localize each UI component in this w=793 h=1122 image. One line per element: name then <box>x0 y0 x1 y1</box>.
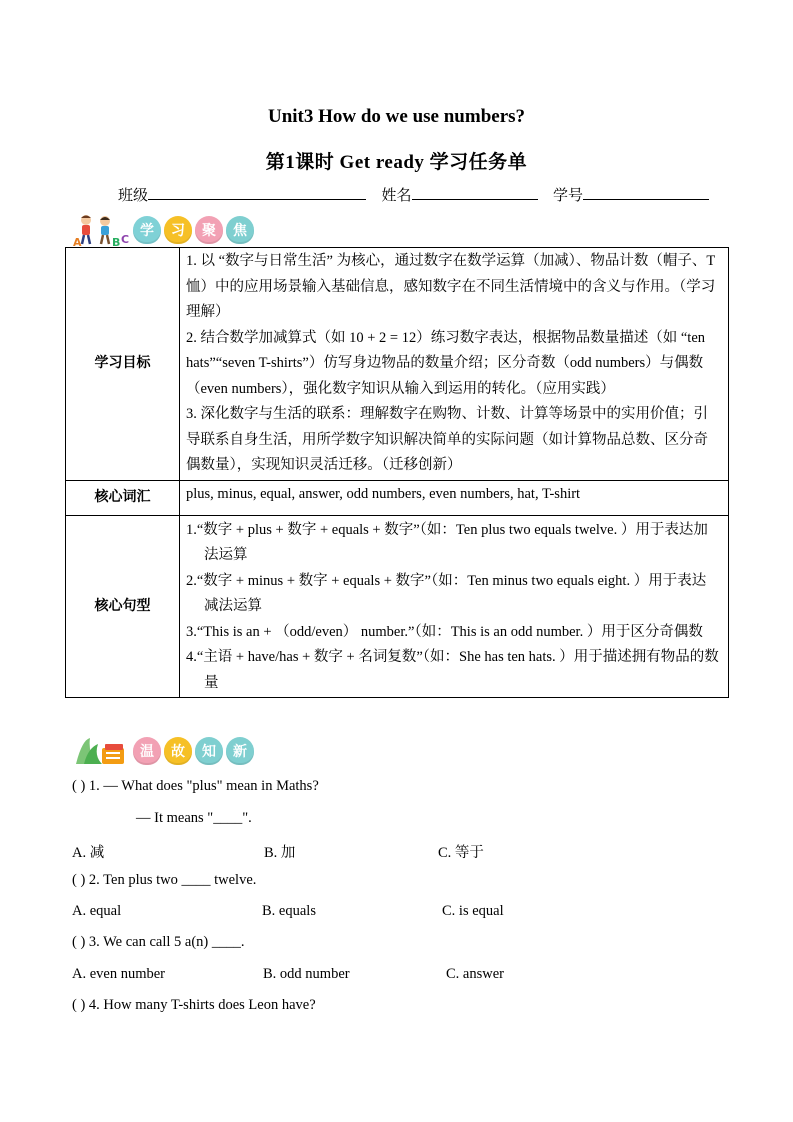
student-info-line <box>118 184 709 205</box>
option-a[interactable]: A. equal <box>72 903 122 919</box>
sentence-pattern: 3.“This is an + （odd/even） number.”（如：This is an odd number. ）用于区分奇偶数 <box>186 623 703 640</box>
heart-badge-1: 温 <box>133 737 161 765</box>
class-blank[interactable] <box>148 185 366 200</box>
option-c[interactable]: C. answer <box>446 966 504 982</box>
goals-label: 学习目标 <box>66 248 180 481</box>
question-3 <box>72 934 245 951</box>
heart-badge-4: 焦 <box>226 216 254 244</box>
answer-bracket[interactable]: ( ) <box>72 997 86 1013</box>
answer-bracket[interactable]: ( ) <box>72 778 86 794</box>
goals-row <box>66 248 729 481</box>
question-text: 4. How many T-shirts does Leon have? <box>88 997 316 1013</box>
sentences-row <box>66 515 729 698</box>
heart-badge-2: 故 <box>164 737 192 765</box>
focus-section-banner <box>72 213 254 247</box>
question-text: 2. Ten plus two ____ twelve. <box>88 872 257 888</box>
class-label: 班级 <box>118 188 149 204</box>
option-b[interactable]: B. odd number <box>263 966 350 982</box>
sentences-content <box>180 515 729 698</box>
sentence-pattern: 4.“主语 + have/has + 数字 + 名词复数”（如：She has ten hats. ）用于描述拥有物品的数量 <box>186 649 719 691</box>
question-4 <box>72 997 316 1014</box>
goal-item: 1. 以 “数字与日常生活” 为核心，通过数字在数学运算（加减）、物品计数（帽子、T 恤）中的应用场景输入基础信息，感知数字在不同生活情境中的含义与作用。（学习理解） <box>186 253 716 320</box>
sentences-label: 核心句型 <box>66 515 180 698</box>
id-blank[interactable] <box>583 185 709 200</box>
question-2 <box>72 872 256 889</box>
option-c[interactable]: C. 等于 <box>438 845 484 861</box>
books-illustration-icon <box>72 734 130 768</box>
option-a[interactable]: A. 减 <box>72 845 105 861</box>
name-label: 姓名 <box>381 188 412 204</box>
name-blank[interactable] <box>412 185 538 200</box>
vocab-label: 核心词汇 <box>66 480 180 515</box>
sentence-pattern: 1.“数字 + plus + 数字 + equals + 数字”（如：Ten plus two equals twelve. ）用于表达加法运算 <box>186 521 708 563</box>
svg-text:A: A <box>73 236 82 247</box>
heart-badge-1: 学 <box>133 216 161 244</box>
option-b[interactable]: B. 加 <box>264 845 296 861</box>
vocab-content: plus, minus, equal, answer, odd numbers, even numbers, hat, T-shirt <box>180 480 729 515</box>
question-1-line2: — It means "____". <box>136 810 252 826</box>
option-c[interactable]: C. is equal <box>442 903 504 919</box>
option-a[interactable]: A. even number <box>72 966 166 982</box>
goal-item: 2. 结合数学加减算式（如 10 + 2 = 12）练习数字表达，根据物品数量描述（如 “ten hats”“seven T-shirts”）仿写身边物品的数量介绍；区分奇数（odd numbers）与偶数（even numbers），强化数字知识从输入到运用的转化。（应用实践） <box>186 329 706 397</box>
page-subtitle: 第1课时 Get ready 学习任务单 <box>265 152 528 173</box>
vocab-row <box>66 480 729 515</box>
goal-item: 3. 深化数字与生活的联系：理解数字在购物、计数、计算等场景中的实用价值；引导联系自身生活，用所学数字知识解决简单的实际问题（如计算物品总数、区分奇偶数量），实现知识灵活迁移。（迁移创新） <box>186 406 708 473</box>
heart-badge-4: 新 <box>226 737 254 765</box>
id-label: 学号 <box>553 188 584 204</box>
heart-badge-3: 聚 <box>195 216 223 244</box>
heart-badge-3: 知 <box>195 737 223 765</box>
sentence-pattern: 2.“数字 + minus + 数字 + equals + 数字”（如：Ten minus two equals eight. ）用于表达减法运算 <box>186 572 707 614</box>
svg-text:B: B <box>112 236 121 247</box>
question-text: 3. We can call 5 a(n) ____. <box>88 934 245 950</box>
goals-content <box>180 248 729 481</box>
svg-text:C: C <box>121 233 130 246</box>
heart-badge-2: 习 <box>164 216 192 244</box>
answer-bracket[interactable]: ( ) <box>72 934 86 950</box>
kids-illustration-icon <box>72 213 130 247</box>
review-section-banner <box>72 734 254 768</box>
page-title: Unit3 How do we use numbers? <box>267 106 526 127</box>
question-text: 1. — What does "plus" mean in Maths? <box>88 778 319 794</box>
option-b[interactable]: B. equals <box>262 903 316 919</box>
learning-focus-table <box>65 247 729 698</box>
answer-bracket[interactable]: ( ) <box>72 872 86 888</box>
question-1 <box>72 778 319 795</box>
